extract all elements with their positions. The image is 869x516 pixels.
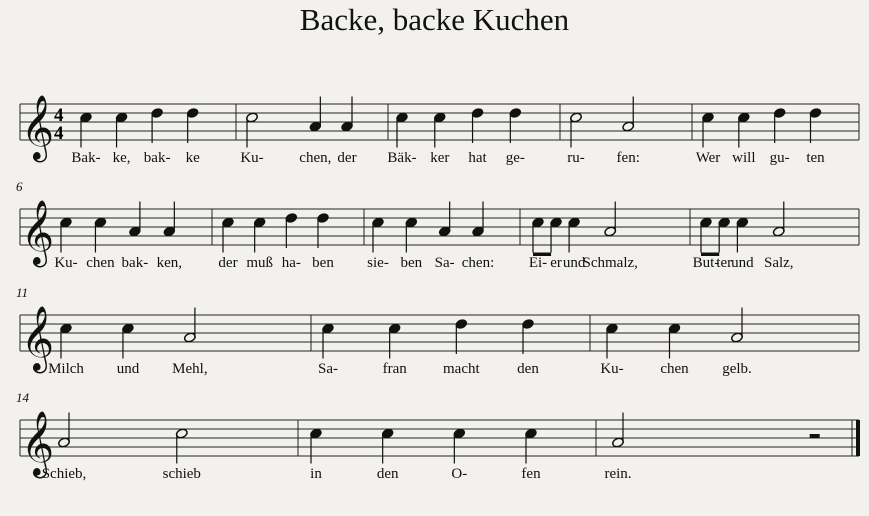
lyric-syllable: chen	[660, 361, 689, 377]
lyric-syllable: Sa-	[318, 361, 338, 377]
lyric-syllable: bak-	[143, 150, 171, 166]
measure-number: 6	[16, 179, 23, 194]
lyric-syllable: ke	[185, 150, 200, 166]
lyric-syllable: ker	[430, 150, 450, 166]
lyric-syllable: gu-	[769, 150, 790, 166]
lyric-syllable: will	[732, 150, 756, 166]
staff-system	[0, 400, 869, 480]
lyric-syllable: O-	[451, 466, 468, 482]
measure-number: 14	[16, 390, 29, 405]
lyric-syllable: der	[337, 150, 357, 166]
lyric-syllable: der	[218, 255, 238, 271]
lyric-syllable: Sa-	[434, 255, 455, 271]
lyric-syllable: und	[562, 255, 586, 271]
lyric-syllable: macht	[443, 361, 480, 377]
lyric-syllable: den	[376, 466, 399, 482]
lyric-syllable: Ku-	[240, 150, 264, 166]
treble-clef-icon: 𝄞	[21, 411, 55, 476]
lyric-syllable: ten	[806, 150, 825, 166]
lyric-syllable: fran	[382, 361, 407, 377]
lyric-syllable: sie-	[367, 255, 389, 271]
lyric-syllable: hat	[468, 150, 487, 166]
lyric-syllable: ter	[716, 255, 733, 271]
treble-clef-icon: 𝄞	[21, 306, 55, 371]
lyric-syllable: ken,	[156, 255, 183, 271]
lyric-syllable: chen,	[299, 150, 332, 166]
song-title: Backe, backe Kuchen	[299, 2, 570, 37]
lyric-syllable: den	[517, 361, 539, 377]
final-barline-thick	[856, 420, 860, 456]
lyric-syllable: ru-	[567, 150, 585, 166]
lyric-syllable: Mehl,	[172, 361, 208, 377]
lyric-syllable: muß	[246, 255, 273, 271]
lyric-syllable: Bak-	[71, 150, 101, 166]
measure-number: 11	[16, 285, 29, 300]
treble-clef-icon: 𝄞	[21, 95, 55, 160]
lyric-syllable: gelb.	[722, 361, 752, 377]
half-rest	[810, 434, 820, 438]
lyric-syllable: Wer	[695, 150, 721, 166]
lyric-syllable: ha-	[281, 255, 301, 271]
lyric-syllable: Schmalz,	[582, 255, 638, 271]
lyric-syllable: chen:	[461, 255, 495, 271]
time-signature-top: 4	[54, 105, 64, 126]
lyric-syllable: fen	[521, 466, 541, 482]
lyric-syllable: ben	[400, 255, 423, 271]
lyric-syllable: Ku-	[54, 255, 78, 271]
lyric-syllable: und	[731, 255, 754, 271]
lyric-syllable: ben	[312, 255, 334, 271]
lyric-syllable: rein.	[604, 466, 632, 482]
lyric-syllable: und	[116, 361, 140, 377]
lyric-syllable: Schieb,	[41, 466, 87, 482]
lyric-syllable: ge-	[505, 150, 525, 166]
treble-clef-icon: 𝄞	[21, 200, 55, 265]
lyric-syllable: in	[310, 466, 322, 482]
lyric-syllable: schieb	[162, 466, 201, 482]
time-signature-bottom: 4	[54, 123, 64, 144]
lyric-syllable: Bäk-	[387, 150, 417, 166]
lyric-syllable: bak-	[121, 255, 149, 271]
lyric-syllable: er	[550, 255, 562, 271]
lyric-syllable: Ku-	[600, 361, 624, 377]
lyric-syllable: chen	[86, 255, 115, 271]
lyric-syllable: ke,	[112, 150, 131, 166]
lyric-syllable: fen:	[616, 150, 640, 166]
lyric-syllable: Milch	[48, 361, 84, 377]
lyric-syllable: Salz,	[763, 255, 794, 271]
lyric-syllable: Ei-	[528, 255, 548, 271]
lyric-syllable: But-	[692, 255, 720, 271]
